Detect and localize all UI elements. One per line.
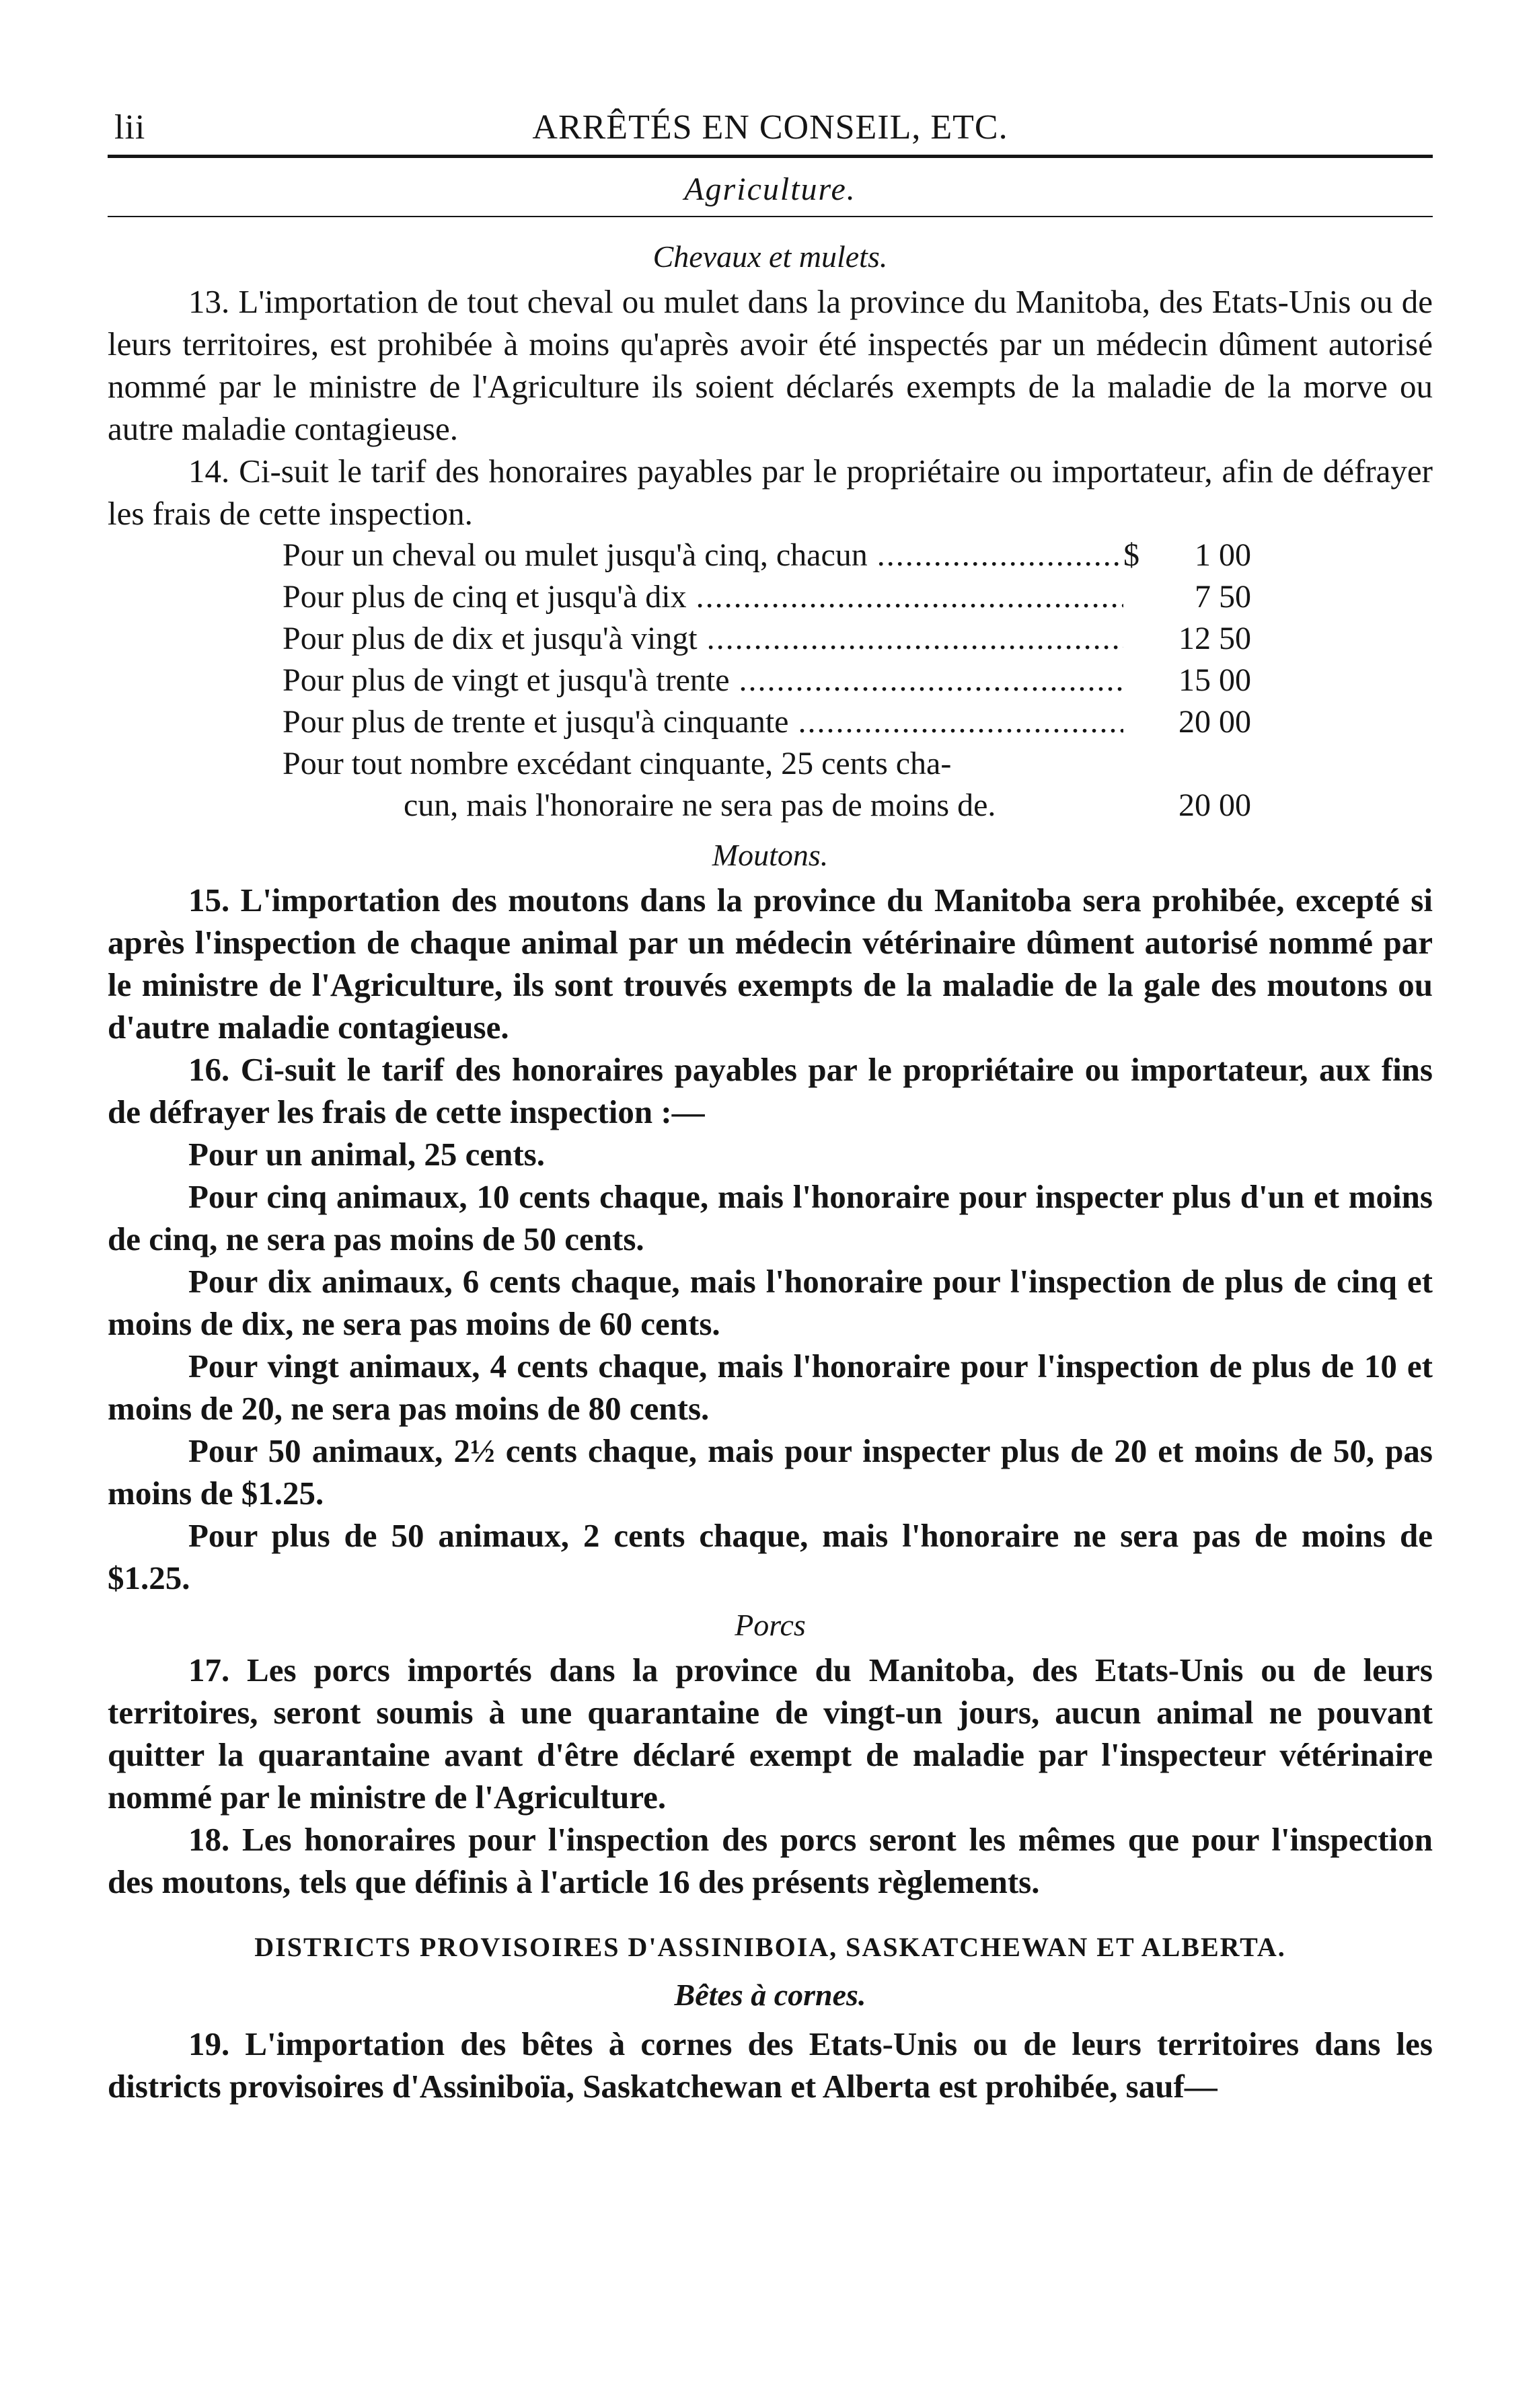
- tariff-row-last: [283, 743, 1251, 826]
- tariff-last-line-1: Pour tout nombre excédant cinquante, 25 cents cha-: [283, 746, 952, 781]
- tariff-amount: 7 50: [1195, 579, 1251, 615]
- tariff-label: Pour un cheval ou mulet jusqu'à cinq, chacun .....: [283, 535, 1123, 576]
- tariff-label-multiline: [283, 743, 1123, 826]
- sheep-heading: Moutons.: [712, 838, 829, 872]
- tariff-currency: $: [1123, 537, 1139, 573]
- tariff-row: [283, 701, 1251, 743]
- running-title: ARRÊTÉS EN CONSEIL, ETC.: [532, 108, 1008, 147]
- article-15: 15. L'importation des moutons dans la province du Manitoba sera prohibée, excepté si après l'inspection de chaque animal par un médecin vétérinaire dûment autorisé nommé par le ministre de l'Agriculture, ils sont trouvés exempts de la maladie de la gale des moutons ou d'autre maladie contagieuse.: [108, 882, 1433, 1046]
- section-title: Agriculture.: [684, 171, 856, 207]
- fee-item: Pour un animal, 25 cents.: [188, 1136, 545, 1173]
- pigs-heading: Porcs: [735, 1608, 806, 1642]
- horse-tariff-table: [283, 535, 1251, 826]
- districts-heading: DISTRICTS PROVISOIRES D'ASSINIBOIA, SASKATCHEWAN ET ALBERTA.: [254, 1932, 1286, 1962]
- horses-heading: Chevaux et mulets.: [652, 239, 888, 274]
- tariff-label: Pour plus de dix et jusqu'à vingt .....: [283, 618, 1123, 660]
- fee-item: Pour cinq animaux, 10 cents chaque, mais l'honoraire pour inspecter plus d'un et moins de cinq, ne sera pas moins de 50 cents.: [108, 1178, 1433, 1257]
- tariff-amount: 1 00: [1195, 537, 1251, 573]
- tariff-amount: 20 00: [1178, 704, 1251, 740]
- article-13: 13. L'importation de tout cheval ou mulet dans la province du Manitoba, des Etats-Unis ou de leurs territoires, est prohibée à moins qu'après avoir été inspectés par un médecin dûment autorisé nommé par le ministre de l'Agriculture ils soient déclarés exempts de la maladie de la morve ou autre maladie contagieuse.: [108, 283, 1433, 447]
- running-header: [108, 101, 1433, 155]
- article-19: 19. L'importation des bêtes à cornes des Etats-Unis ou de leurs territoires dans les districts provisoires d'Assiniboïa, Saskatchewan et Alberta est prohibée, sauf—: [108, 2025, 1433, 2105]
- tariff-amount: 15 00: [1178, 662, 1251, 698]
- fee-item: Pour plus de 50 animaux, 2 cents chaque, mais l'honoraire ne sera pas de moins de $1.25.: [108, 1517, 1433, 1596]
- tariff-label: Pour plus de trente et jusqu'à cinquante .....: [283, 701, 1123, 743]
- cattle-heading: Bêtes à cornes.: [674, 1978, 866, 2012]
- header-rule: [108, 155, 1433, 158]
- article-14: 14. Ci-suit le tarif des honoraires payables par le propriétaire ou importateur, afin de défrayer les frais de cette inspection.: [108, 453, 1433, 532]
- tariff-label: Pour plus de cinq et jusqu'à dix .....: [283, 576, 1123, 618]
- tariff-amount: 12 50: [1178, 621, 1251, 656]
- article-16: 16. Ci-suit le tarif des honoraires payables par le propriétaire ou importateur, aux fins de défrayer les frais de cette inspection :—: [108, 1051, 1433, 1130]
- tariff-row: [283, 660, 1251, 701]
- fee-item: Pour vingt animaux, 4 cents chaque, mais l'honoraire pour l'inspection de plus de 10 et moins de 20, ne sera pas moins de 80 cents.: [108, 1348, 1433, 1427]
- document-page: [108, 101, 1433, 2107]
- fee-item: Pour 50 animaux, 2½ cents chaque, mais pour inspecter plus de 20 et moins de 50, pas moins de $1.25.: [108, 1432, 1433, 1512]
- tariff-row: [283, 535, 1251, 576]
- fee-item: Pour dix animaux, 6 cents chaque, mais l'honoraire pour l'inspection de plus de cinq et moins de dix, ne sera pas moins de 60 cents.: [108, 1263, 1433, 1342]
- tariff-row: [283, 618, 1251, 660]
- section-rule: [108, 216, 1433, 217]
- tariff-last-line-2: cun, mais l'honoraire ne sera pas de moins de.: [404, 787, 996, 823]
- article-17: 17. Les porcs importés dans la province du Manitoba, des Etats-Unis ou de leurs territoires, seront soumis à une quarantaine de vingt-un jours, aucun animal ne pouvant quitter la quarantaine avant d'être déclaré exempt de maladie par l'inspecteur vétérinaire nommé par le ministre de l'Agriculture.: [108, 1652, 1433, 1816]
- tariff-row: [283, 576, 1251, 618]
- tariff-label: Pour plus de vingt et jusqu'à trente .....: [283, 660, 1123, 701]
- tariff-amount: 20 00: [1178, 787, 1251, 823]
- page-number: lii: [114, 108, 146, 147]
- article-18: 18. Les honoraires pour l'inspection des porcs seront les mêmes que pour l'inspection des moutons, tels que définis à l'article 16 des présents règlements.: [108, 1821, 1433, 1900]
